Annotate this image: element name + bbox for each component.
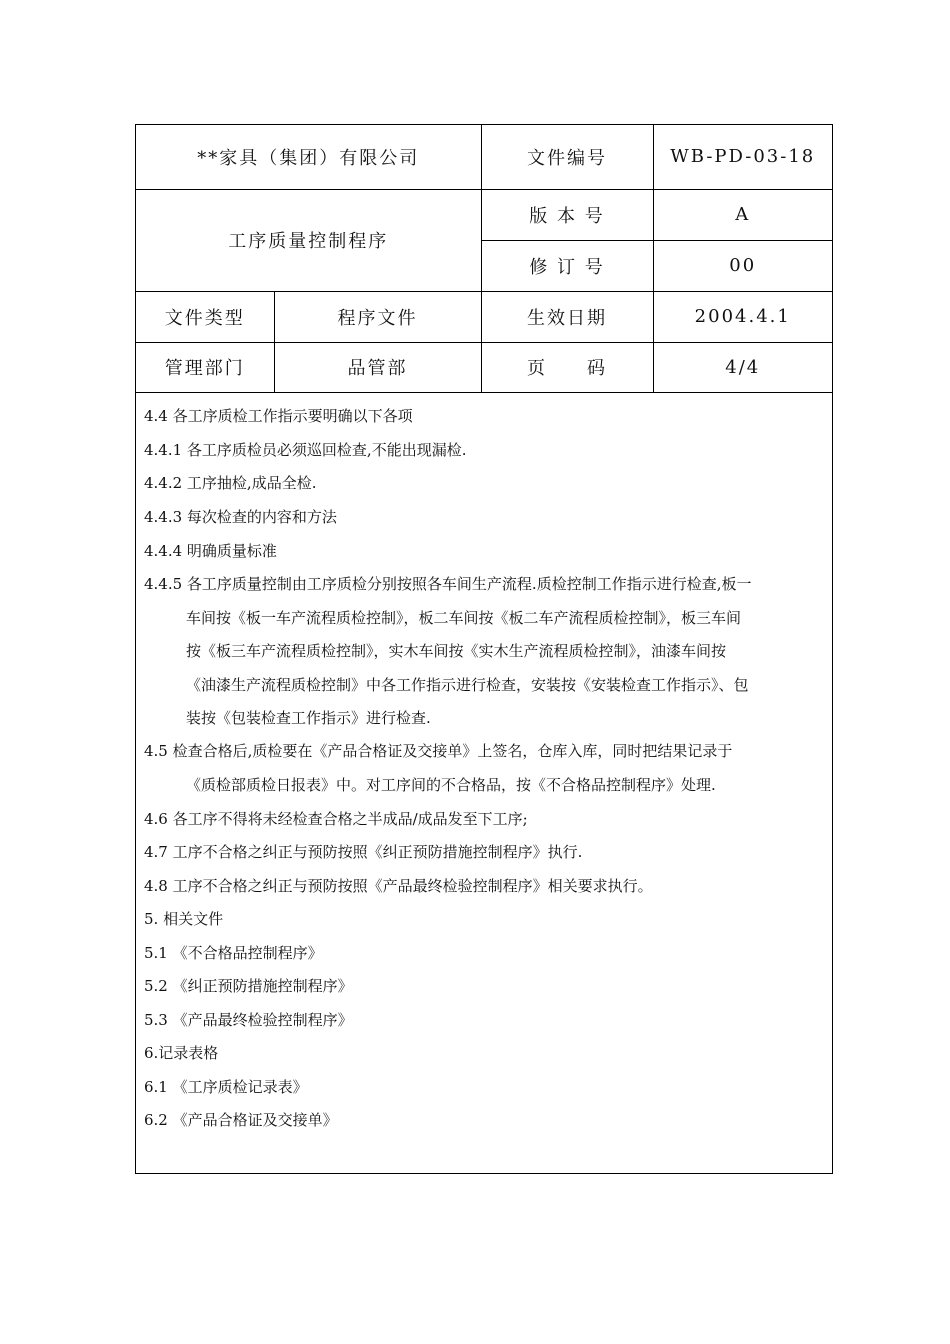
content-line: 4.4.1 各工序质检员必须巡回检查,不能出现漏检. (144, 441, 467, 459)
document-frame (135, 124, 833, 1174)
revision-value: 00 (653, 240, 832, 291)
content-line: 4.4.5 各工序质量控制由工序质检分别按照各车间生产流程.质检控制工作指示进行检查,板一 (144, 575, 752, 593)
type-label: 文件类型 (136, 291, 274, 342)
content-line-cont: 按《板三车产流程质检控制》，实木车间按《实木生产流程质检控制》，油漆车间按 (186, 642, 727, 660)
doc-title: 工序质量控制程序 (136, 189, 481, 291)
content-line: 5.3 《产品最终检验控制程序》 (144, 1011, 353, 1029)
content-line-cont: 《油漆生产流程质检控制》中各工作指示进行检查，安装按《安装检查工作指示》、包 (186, 676, 749, 694)
version-value: A (653, 189, 832, 240)
content-line: 4.4.3 每次检查的内容和方法 (144, 508, 337, 526)
doc-no: WB-PD-03-18 (653, 125, 832, 189)
content-line: 4.4.4 明确质量标准 (144, 542, 277, 560)
content-line: 6.1 《工序质检记录表》 (144, 1078, 308, 1096)
content-line-cont: 装按《包装检查工作指示》进行检查. (186, 709, 431, 727)
effective-value: 2004.4.1 (653, 291, 832, 342)
content-line: 4.6 各工序不得将未经检查合格之半成品/成品发至下工序; (144, 810, 528, 828)
content-line: 5.2 《纠正预防措施控制程序》 (144, 977, 353, 995)
content-line: 4.8 工序不合格之纠正与预防按照《产品最终检验控制程序》相关要求执行。 (144, 877, 653, 895)
dept-label: 管理部门 (136, 342, 274, 392)
type-value: 程序文件 (274, 291, 481, 342)
content-line: 4.7 工序不合格之纠正与预防按照《纠正预防措施控制程序》执行. (144, 843, 583, 861)
content-line: 5. 相关文件 (144, 910, 224, 928)
header-table (136, 125, 832, 393)
doc-no-label: 文件编号 (481, 125, 653, 189)
version-label: 版 本 号 (481, 189, 653, 240)
content-line: 6.记录表格 (144, 1044, 219, 1062)
company-name: **家具（集团）有限公司 (136, 125, 481, 189)
content-line: 4.5 检查合格后,质检要在《产品合格证及交接单》上签名，仓库入库，同时把结果记录于 (144, 742, 733, 760)
effective-label: 生效日期 (481, 291, 653, 342)
content-line: 4.4.2 工序抽检,成品全检. (144, 474, 317, 492)
content-line: 5.1 《不合格品控制程序》 (144, 944, 323, 962)
content-line: 4.4 各工序质检工作指示要明确以下各项 (144, 407, 413, 425)
content-line: 6.2 《产品合格证及交接单》 (144, 1111, 338, 1129)
page-value: 4/4 (653, 342, 832, 392)
page-label: 页 码 (481, 342, 653, 392)
content-line-cont: 车间按《板一车产流程质检控制》，板二车间按《板二车产流程质检控制》，板三车间 (186, 609, 742, 627)
content-line-cont: 《质检部质检日报表》中。对工序间的不合格品，按《不合格品控制程序》处理. (186, 776, 716, 794)
dept-value: 品管部 (274, 342, 481, 392)
revision-label: 修 订 号 (481, 240, 653, 291)
